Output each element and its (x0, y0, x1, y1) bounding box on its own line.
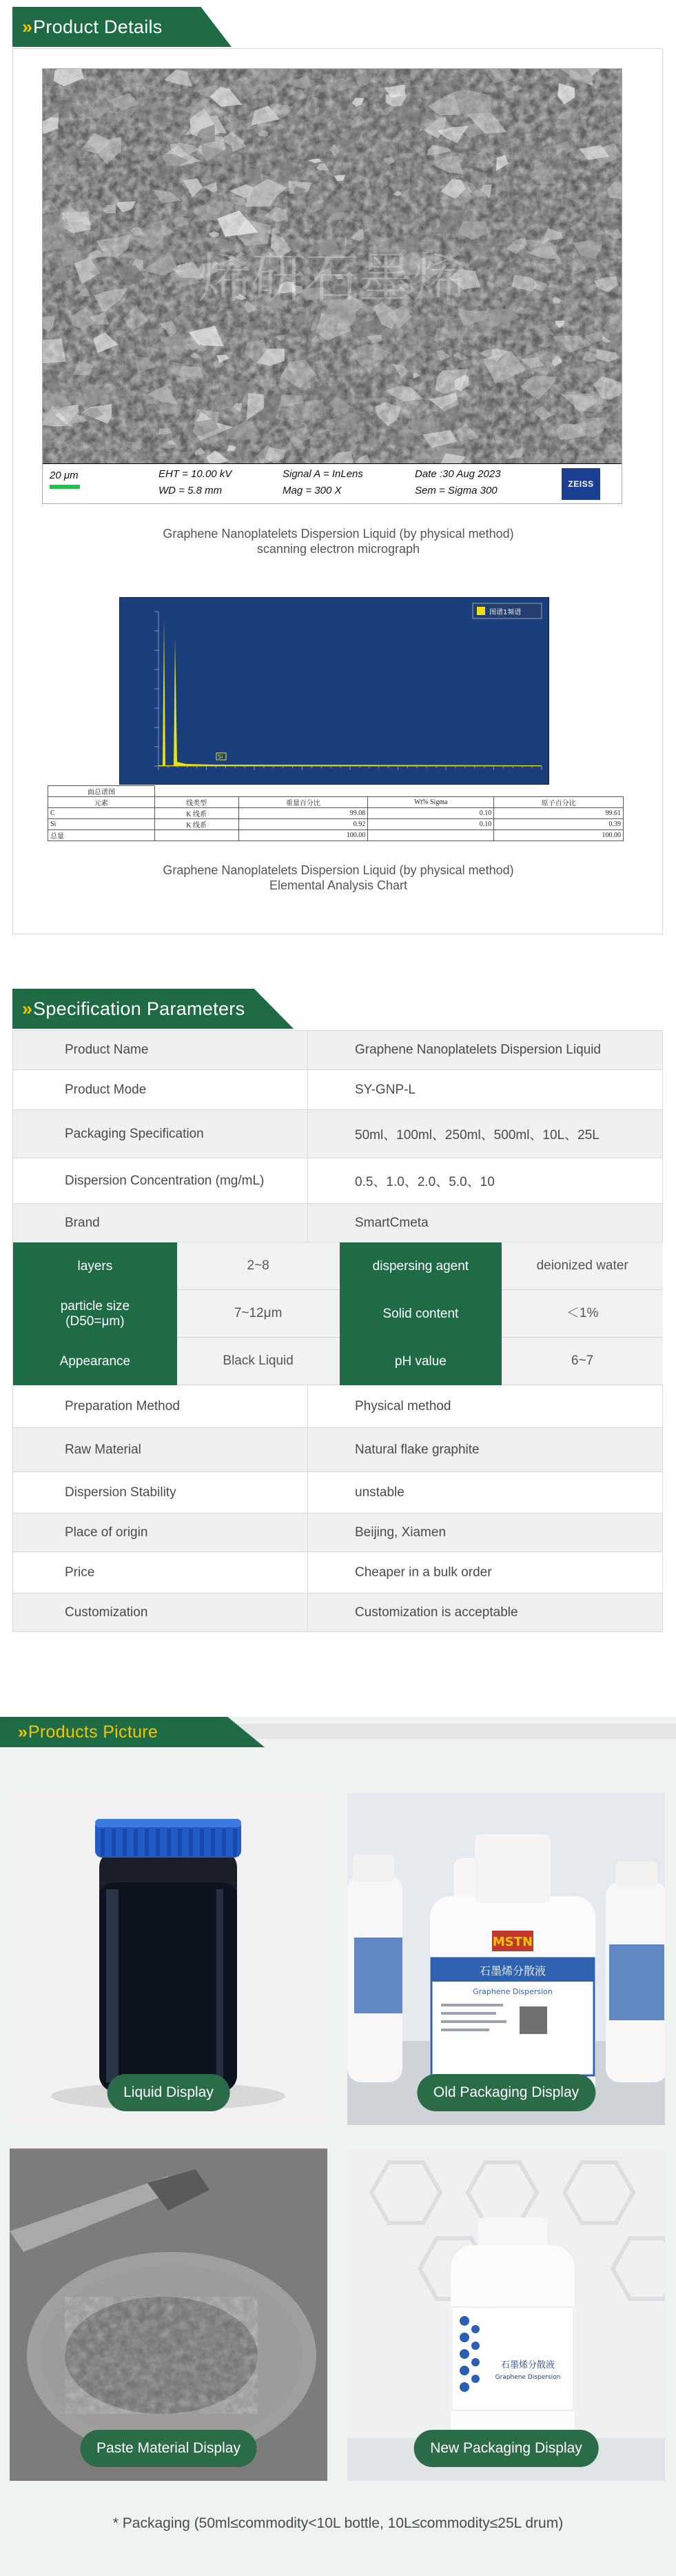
eds-result-table (48, 785, 624, 841)
spec-grid-row (12, 1290, 663, 1338)
eds-table-row: C K 线系 99.08 0.10 99.61 (48, 808, 624, 819)
spec-row (12, 1110, 663, 1158)
sem-micrograph (42, 68, 622, 504)
liquid-display-photo (10, 1793, 327, 2125)
spec-grid-label: Appearance (13, 1338, 177, 1385)
sem-info-bar (43, 463, 622, 503)
spec-value: 50ml、100ml、250ml、500ml、10L、25L (355, 1128, 600, 1143)
eds-table-header: Wt% Sigma (368, 797, 494, 808)
spec-grid-label: layers (13, 1242, 177, 1290)
old-packaging-photo (347, 1793, 665, 2125)
spec-grid-row (12, 1338, 663, 1385)
sem-caption-line1: Graphene Nanoplatelets Dispersion Liquid (by physical method) (163, 527, 514, 541)
product-details-panel (12, 48, 663, 934)
spec-key: Raw Material (65, 1442, 141, 1457)
spec-row (12, 1158, 663, 1204)
sem-mag: Mag = 300 X (283, 485, 342, 496)
sem-eht: EHT = 10.00 kV (158, 468, 232, 480)
spec-value: Beijing, Xiamen (355, 1525, 447, 1540)
sem-watermark: 烯研石墨烯 (197, 248, 467, 310)
product-details-header (12, 7, 674, 47)
spec-row (12, 1070, 663, 1110)
spec-key: Brand (65, 1215, 100, 1230)
products-picture-header (0, 1717, 676, 1747)
products-picture-title: » Products Picture (18, 1722, 158, 1742)
spec-value: Physical method (355, 1398, 451, 1413)
packaging-note: * Packaging (50ml≤commodity<10L bottle, 10L≤commodity≤25L drum) (112, 2515, 564, 2531)
spec-value: Customization is acceptable (355, 1604, 518, 1620)
spec-value: unstable (355, 1485, 404, 1500)
spec-title: » Specification Parameters (22, 998, 245, 1019)
spec-row (12, 1030, 663, 1070)
eds-caption-line1: Graphene Nanoplatelets Dispersion Liquid (by physical method) (163, 863, 514, 877)
spec-grid-row (12, 1242, 663, 1290)
spec-grid-label: pH value (340, 1338, 502, 1385)
spec-key: Product Name (65, 1043, 149, 1057)
old-bottle-sub: Graphene Dispersion (473, 1987, 553, 1996)
eds-si-label: Si (218, 754, 223, 760)
spec-value: 0.5、1.0、2.0、5.0、10 (355, 1175, 495, 1189)
spec-key: Product Mode (65, 1082, 147, 1097)
eds-legend-label: 图谱1频谱 (489, 609, 522, 616)
spec-row (12, 1385, 663, 1428)
spec-key: Dispersion Concentration (mg/mL) (65, 1173, 265, 1188)
spec-grid-label: Solid content (340, 1290, 502, 1338)
sem-photo (43, 69, 622, 463)
new-packaging-label: New Packaging Display (413, 2430, 599, 2467)
sem-date: Date :30 Aug 2023 (415, 468, 501, 480)
old-bottle-brand: MSTN (492, 1935, 533, 1949)
new-bottle-sub: Graphene Dispersion (495, 2374, 561, 2381)
spec-table (12, 1030, 663, 1632)
eds-spectrum-chart (119, 597, 549, 785)
spec-row (12, 1513, 663, 1552)
spec-row (12, 1552, 663, 1593)
paste-material-label: Paste Material Display (80, 2430, 257, 2467)
liquid-display-label: Liquid Display (107, 2074, 230, 2111)
spec-grid-value: 7~12μm (177, 1290, 340, 1338)
spec-value: Graphene Nanoplatelets Dispersion Liquid (355, 1043, 602, 1057)
eds-caption-line2: Elemental Analysis Chart (269, 878, 408, 892)
spec-value: Cheaper in a bulk order (355, 1564, 492, 1580)
spec-grid-value: 6~7 (502, 1338, 663, 1385)
spec-grid-value: ＜1% (502, 1290, 663, 1338)
eds-table-title: 面总谱图 (48, 786, 155, 797)
spec-key: Place of origin (65, 1525, 148, 1540)
sem-texture (43, 69, 622, 463)
old-packaging-label: Old Packaging Display (417, 2074, 595, 2111)
eds-table-header: 重量百分比 (238, 797, 368, 808)
spec-key: Packaging Specification (65, 1126, 204, 1141)
sem-wd: WD = 5.8 mm (158, 485, 223, 496)
eds-legend-swatch (477, 607, 485, 615)
eds-table-header: 线类型 (154, 797, 238, 808)
old-bottle-text: 石墨烯分散液 (479, 1964, 546, 1978)
spec-grid-label: particle size (D50=μm) (13, 1290, 177, 1338)
new-packaging-photo (347, 2149, 665, 2481)
spec-key: Price (65, 1564, 95, 1580)
sem-scale: 20 μm (50, 470, 79, 481)
spec-key: Preparation Method (65, 1398, 180, 1413)
spec-row (12, 1472, 663, 1513)
spec-grid-value: Black Liquid (177, 1338, 340, 1385)
zeiss-logo: ZEISS (562, 468, 600, 500)
eds-plot (120, 598, 549, 784)
sem-flake (43, 339, 66, 365)
sem-name: Sem = Sigma 300 (415, 485, 498, 496)
spec-key: Dispersion Stability (65, 1485, 176, 1500)
spec-value: SY-GNP-L (355, 1082, 416, 1097)
spec-row (12, 1428, 663, 1472)
spec-grid-value: deionized water (502, 1242, 663, 1290)
sem-scale-bar (50, 485, 80, 489)
paste-material-photo (10, 2149, 327, 2481)
new-bottle-text: 石墨烯分散液 (500, 2360, 555, 2371)
eds-table-row: 总量 100.00 100.00 (48, 830, 624, 841)
sem-caption-line2: scanning electron micrograph (256, 542, 420, 556)
eds-table-row: Si K 线系 0.92 0.10 0.39 (48, 819, 624, 830)
spec-value: SmartCmeta (355, 1215, 429, 1230)
product-details-title: » Product Details (22, 16, 163, 37)
spec-key: Customization (65, 1604, 148, 1620)
spec-row (12, 1593, 663, 1632)
eds-table-header: 元素 (48, 797, 155, 808)
spec-row (12, 1204, 663, 1242)
sem-signal: Signal A = InLens (283, 468, 363, 480)
spec-grid-label: dispersing agent (340, 1242, 502, 1290)
spec-grid-value: 2~8 (177, 1242, 340, 1290)
spec-value: Natural flake graphite (355, 1442, 480, 1457)
eds-table-header: 原子百分比 (494, 797, 624, 808)
spec-header (12, 989, 674, 1029)
